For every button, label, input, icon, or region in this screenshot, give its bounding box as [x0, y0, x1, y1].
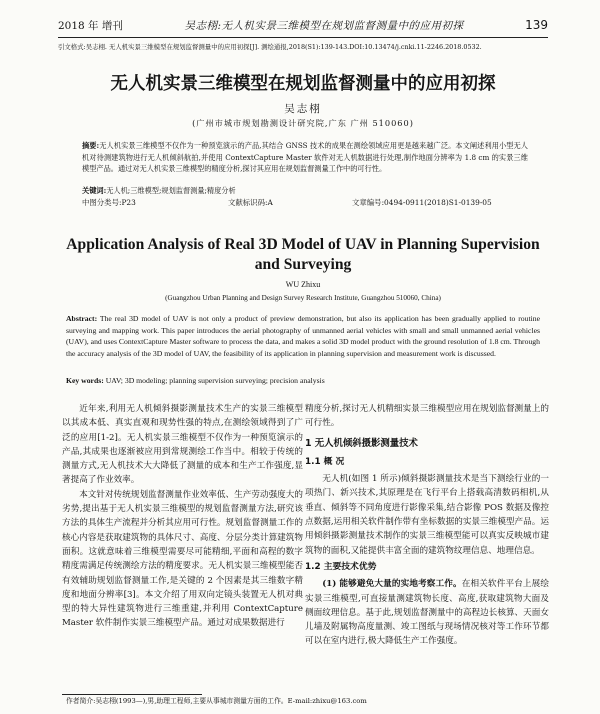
header-rule	[58, 37, 548, 38]
keywords-english	[66, 375, 540, 386]
citation-line: 引文格式:吴志栩. 无人机实景三维模型在规划监督测量中的应用初探[J]. 测绘通报,2018(S1):139-143.DOI:10.13474/j.cnki.11-2246.2018.0532.	[58, 43, 482, 51]
footnote-rule	[62, 694, 202, 695]
abstract-cn-text: 无人机实景三维模型不仅作为一种预览演示的产品,其结合 GNSS 技术的成果在测绘领域应用更是越来越广泛。本文阐述利用小型无人机对待测建筑物进行无人机倾斜航拍,并使用 ContextCapture Master 软件对无人机数据进行处理,制作地面分辨率为 1.8 cm 的实景三维模型产品。通过对无人机实景三维模型的精度分析,探讨其应用在规划监督测量工作中的可行性。	[82, 141, 528, 173]
keywords-en-label: Key words:	[66, 376, 104, 385]
list-item-head: (1) 能够避免大量的实地考察工作。	[322, 579, 462, 590]
abstract-en-text: The real 3D model of UAV is not only a product of preview demonstration, but also its application has been gradually applied to routine surveying and mapping work. This paper introduces the aerial photography of unmanned aerial vehicles with small and small unmanned aerial vehicles (UAV), and uses ContextCapture Master software to process the data, and makes a solid 3D model product with the ground resolution of 1.8 cm. Through the accuracy analysis of the 3D model of UAV, the feasibility of its application in planning supervision and measurement work is discussed.	[66, 314, 540, 358]
body-paragraph: 本文针对传统规划监督测量作业效率低、生产劳动强度大的劣势,提出基于无人机实景三维模型的规划监督测量方法,研究该方法的具体生产流程并分析其应用可行性。规划监督测量工作的核心内容是获取建筑物的具体尺寸、高度、分层分类计算建筑物面积。这就意味着三维模型需要尽可能精细,平面和高程的数字精度需满足传统测绘方法的精度要求。无人机实景三维模型能否有效辅助规划监督测量工作,是关键的 2 个因素是其三维数字精度和地面分辨率[3]。本文介绍了用双向定镜头装置无人机对典型的特大异性建筑物进行三维重建,并利用 ContextCapture Master 软件制作实景三维模型产品。通过对成果数据进行	[62, 489, 303, 629]
list-item	[305, 577, 549, 648]
clc-number: 中图分类号:P23	[82, 198, 136, 207]
abstract-chinese	[82, 140, 528, 175]
keywords-cn-label: 关键词:	[82, 186, 107, 195]
document-code: 文献标识码:A	[228, 198, 273, 207]
keywords-cn-text: 无人机;三维模型;规划监督测量;精度分析	[106, 186, 236, 195]
title-chinese: 无人机实景三维模型在规划监督测量中的应用初探	[110, 74, 496, 94]
author-chinese: 吴志栩	[284, 103, 322, 115]
running-head	[58, 18, 548, 34]
body-column-left	[62, 402, 303, 631]
body-paragraph: 近年来,利用无人机倾斜摄影测量技术生产的实景三维模型以其成本低、真实直观和现势性强的特点,在测绘领域得到了广泛的应用[1-2]。无人机实景三维模型不仅作为一种预览演示的产品,其成果也逐渐被应用到常规测绘工作当中。相较于传统的测量方式,无人机技术大大降低了测量的成本和生产工作强度,显著提高了作业效率。	[62, 404, 303, 486]
affiliation-chinese: (广州市城市规划勘测设计研究院,广东 广州 510060)	[192, 118, 414, 128]
journal-issue: 2018 年 增刊	[58, 20, 123, 32]
author-footnote: 作者简介:吴志栩(1993—),男,助理工程师,主要从事城市测量方面的工作。E-mail:zhixu@163.com	[66, 697, 367, 705]
section-heading: 1 无人机倾斜摄影测量技术	[305, 437, 418, 449]
classification-row	[82, 197, 528, 208]
body-paragraph: 无人机(如图 1 所示)倾斜摄影测量技术是当下测绘行业的一项热门、新兴技术,其原理是在飞行平台上搭载高清数码相机,从垂直、倾斜等不同角度进行影像采集,结合影像 POS 数据及像控点数据,运用相关软件制作带有坐标数据的实景三维模型产品。运用倾斜摄影测量技术制作的实景三维模型能可以真实反映城市建筑物的面积,又能提供丰富全面的建筑物纹理信息、地理信息。	[305, 474, 549, 556]
body-paragraph: 精度分析,探讨无人机精细实景三维模型应用在规划监督测量上的可行性。	[305, 404, 549, 429]
abstract-en-label: Abstract:	[66, 314, 98, 323]
keywords-chinese	[82, 185, 528, 196]
subsection-heading: 1.2 主要技术优势	[305, 561, 377, 572]
title-english: Application Analysis of Real 3D Model of UAV in Planning Supervision and Surveying	[66, 236, 540, 273]
body-column-right	[305, 402, 549, 649]
abstract-english	[66, 313, 540, 359]
affiliation-english: (Guangzhou Urban Planning and Design Survey Research Institute, Guangzhou 510060, China)	[165, 294, 441, 302]
page-number: 139	[525, 18, 548, 32]
running-title: 吴志栩:无人机实景三维模型在规划监督测量中的应用初探	[184, 20, 464, 32]
author-english: WU Zhixu	[285, 280, 321, 289]
abstract-cn-label: 摘要:	[82, 141, 100, 150]
list-item-text: 在相关软件平台上展绘实景三维模型,可直接量测建筑物长度、高度,获取建筑物大面及侧面纹理信息。基于此,规划监督测量中的高程边长核算、天面女儿墙及附属物高度量测、竣工图纸与现场情况核对等工作环节都可以在室内进行,极大降低生产工作强度。	[305, 579, 549, 647]
subsection-heading: 1.1 概 况	[305, 456, 345, 467]
keywords-en-text: UAV; 3D modeling; planning supervision surveying; precision analysis	[105, 376, 325, 385]
article-number: 文章编号:0494-0911(2018)S1-0139-05	[352, 198, 492, 207]
